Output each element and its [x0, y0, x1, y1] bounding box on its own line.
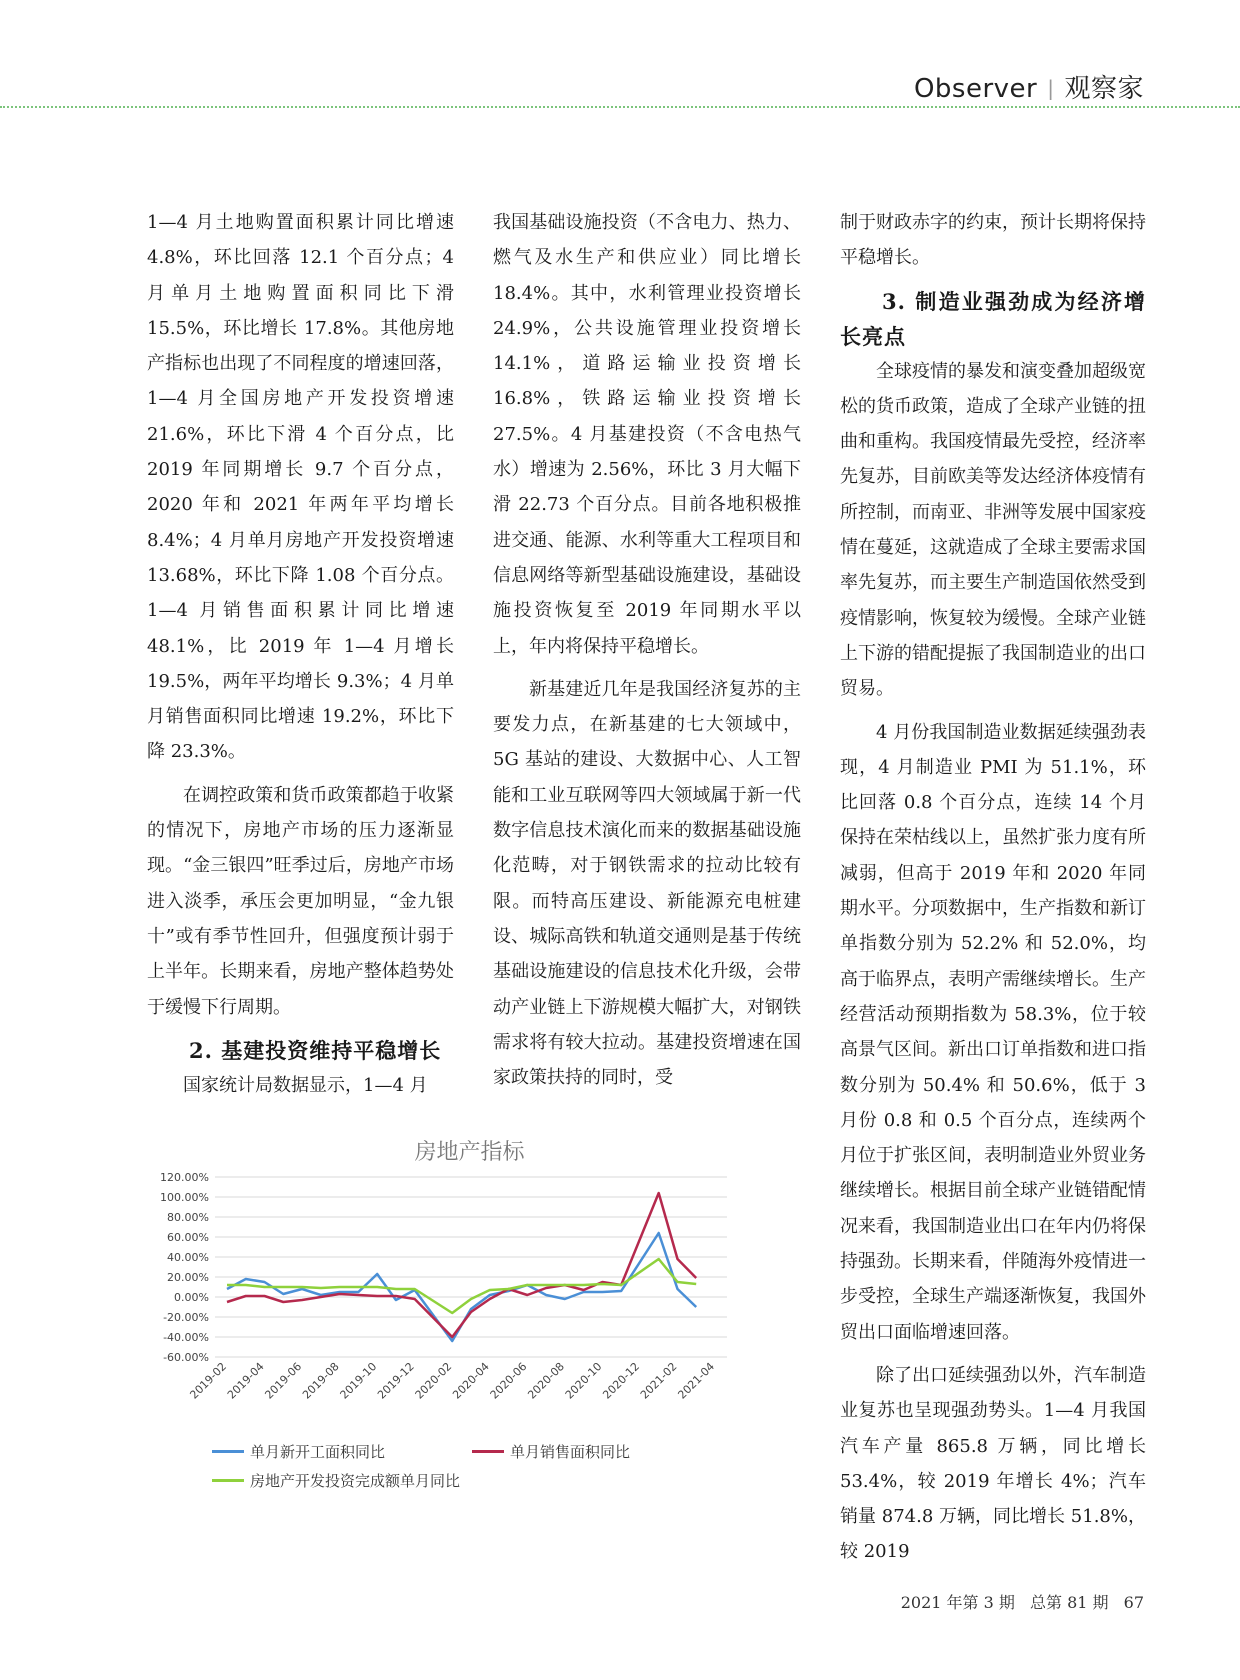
- y-tick-label: 120.00%: [160, 1171, 209, 1184]
- section-heading: 2. 基建投资维持平稳增长: [189, 1037, 442, 1063]
- legend-swatch: [472, 1450, 504, 1453]
- paragraph: 我国基础设施投资（不含电力、热力、燃气及水生产和供应业）同比增长 18.4%。其中，水利管理业投资增长 24.9%，公共设施管理业投资增长 14.1%，道路运输业投资增长 16.8%，铁路运输业投资增长27.5%。4 月基建投资（不含电热气水）增速为 2.56%，环比 3 月大幅下滑 22.73 个百分点。目前各地积极推进交通、能源、水利等重大工程项目和信息网络等新型基础设施建设，基础设施投资恢复至 2019 年同期水平以上，年内将保持平稳增长。: [493, 212, 801, 657]
- page-header: [0, 66, 1240, 106]
- footer-issue: 2021 年第 3 期: [900, 1593, 1015, 1612]
- real-estate-chart: [147, 1125, 792, 1535]
- x-tick-label: 2020-02: [412, 1359, 455, 1402]
- paragraph: 国家统计局数据显示，1—4 月: [183, 1074, 428, 1096]
- legend-label: 房地产开发投资完成额单月同比: [250, 1472, 461, 1490]
- paragraph: 在调控政策和货币政策都趋于收紧的情况下，房地产市场的压力逐渐显现。“金三银四”旺季过后，房地产市场进入淡季，承压会更加明显，“金九银十”或有季节性回升，但强度预计弱于上半年。长期来看，房地产整体趋势处于缓慢下行周期。: [147, 784, 454, 1018]
- legend-swatch: [212, 1450, 244, 1453]
- y-tick-label: 80.00%: [167, 1211, 209, 1224]
- legend-label: 单月新开工面积同比: [250, 1443, 386, 1461]
- text-column-3: [840, 205, 1146, 1578]
- paragraph: 制于财政赤字的约束，预计长期将保持平稳增长。: [840, 212, 1146, 269]
- page-footer: [891, 1590, 1144, 1613]
- y-tick-label: 40.00%: [167, 1251, 209, 1264]
- header-brand: Observer: [913, 74, 1038, 104]
- series-line-1: [227, 1193, 696, 1337]
- paragraph: 全球疫情的暴发和演变叠加超级宽松的货币政策，造成了全球产业链的扭曲和重构。我国疫情最先受控，经济率先复苏，目前欧美等发达经济体疫情有所控制，而南亚、非洲等发展中国家疫情在蔓延，这就造成了全球主要需求国率先复苏，而主要生产制造国依然受到疫情影响，恢复较为缓慢。全球产业链上下游的错配提振了我国制造业的出口贸易。: [840, 360, 1146, 700]
- y-tick-label: -40.00%: [163, 1331, 209, 1344]
- chart-title: 房地产指标: [414, 1140, 525, 1165]
- legend-item-sales-area: [472, 1441, 630, 1462]
- paragraph: 4 月份我国制造业数据延续强劲表现，4 月制造业 PMI 为 51.1%，环比回落 0.8 个百分点，连续 14 个月保持在荣枯线以上，虽然扩张力度有所减弱，但高于 2019 年和 2020 年同期水平。分项数据中，生产指数和新订单指数分别为 52.2% 和 52.0%，均高于临界点，表明产需继续增长。生产经营活动预期指数为 58.3%，位于较高景气区间。新出口订单指数和进口指数分别为 50.4% 和 50.6%，低于 3 月份 0.8 和 0.5 个百分点，连续两个月位于扩张区间，表明制造业外贸业务继续增长。根据目前全球产业链错配情况来看，我国制造业出口在年内仍将保持强劲。长期来看，伴随海外疫情进一步受控，全球生产端逐渐恢复，我国外贸出口面临增速回落。: [840, 721, 1147, 1343]
- x-tick-label: 2021-02: [637, 1359, 680, 1402]
- legend-label: 单月销售面积同比: [510, 1443, 631, 1461]
- legend-swatch: [212, 1479, 244, 1482]
- x-tick-label: 2021-04: [675, 1359, 718, 1402]
- paragraph: 新基建近几年是我国经济复苏的主要发力点，在新基建的七大领域中，5G 基站的建设、大数据中心、人工智能和工业互联网等四大领域属于新一代数字信息技术演化而来的数据基础设施化范畴，对于钢铁需求的拉动比较有限。而特高压建设、新能源充电桩建设、城际高铁和轨道交通则是基于传统基础设施建设的信息技术化升级，会带动产业链上下游规模大幅扩大，对钢铁需求将有较大拉动。基建投资增速在国家政策扶持的同时，受: [493, 678, 801, 1089]
- paragraph: 1—4 月土地购置面积累计同比增速 4.8%，环比回落 12.1 个百分点；4 月单月土地购置面积同比下滑 15.5%，环比增长 17.8%。其他房地产指标也出现了不同程度的增速回落，1—4 月全国房地产开发投资增速 21.6%，环比下滑 4 个百分点，比 2019 年同期增长 9.7 个百分点，2020 年和 2021 年两年平均增长 8.4%；4 月单月房地产开发投资增速 13.68%，环比下降 1.08 个百分点。1—4 月销售面积累计同比增速 48.1%，比 2019 年 1—4 月增长 19.5%，两年平均增长 9.3%；4 月单月销售面积同比增速 19.2%，环比下降 23.3%。: [147, 212, 454, 763]
- y-tick-label: 60.00%: [167, 1231, 209, 1244]
- header-dotted-rule: [0, 106, 1240, 108]
- x-tick-label: 2019-06: [262, 1359, 305, 1402]
- x-tick-label: 2019-04: [224, 1359, 267, 1402]
- header-section: 观察家: [1064, 74, 1144, 104]
- x-tick-label: 2019-08: [300, 1359, 342, 1402]
- x-tick-label: 2020-06: [487, 1359, 530, 1402]
- x-tick-label: 2020-04: [450, 1359, 492, 1402]
- text-column-1: [147, 205, 454, 1111]
- x-tick-label: 2019-12: [375, 1359, 417, 1402]
- text-column-2: [493, 205, 801, 1103]
- header-title: [914, 68, 1144, 105]
- x-tick-label: 2020-12: [600, 1359, 643, 1402]
- paragraph: 除了出口延续强劲以外，汽车制造业复苏也呈现强劲势头。1—4 月我国汽车产量 865.8 万辆，同比增长 53.4%，较 2019 年增长 4%；汽车销量 874.8 万辆，同比增长 51.8%，较 2019: [840, 1364, 1146, 1563]
- y-tick-label: -20.00%: [163, 1311, 209, 1324]
- y-tick-label: -60.00%: [163, 1351, 209, 1364]
- y-tick-label: 100.00%: [160, 1191, 209, 1204]
- x-tick-label: 2019-02: [187, 1359, 230, 1402]
- x-tick-label: 2019-10: [337, 1359, 380, 1402]
- header-separator: |: [1047, 76, 1055, 100]
- x-tick-label: 2020-08: [525, 1359, 567, 1402]
- x-tick-label: 2020-10: [562, 1359, 605, 1402]
- legend-item-new-construction: [212, 1441, 385, 1462]
- section-heading: 3. 制造业强劲成为经济增长亮点: [840, 288, 1146, 349]
- y-tick-label: 0.00%: [174, 1291, 209, 1304]
- page-number: 67: [1123, 1593, 1144, 1612]
- legend-item-investment: [212, 1470, 460, 1491]
- footer-total: 总第 81 期: [1030, 1593, 1109, 1612]
- y-tick-label: 20.00%: [167, 1271, 209, 1284]
